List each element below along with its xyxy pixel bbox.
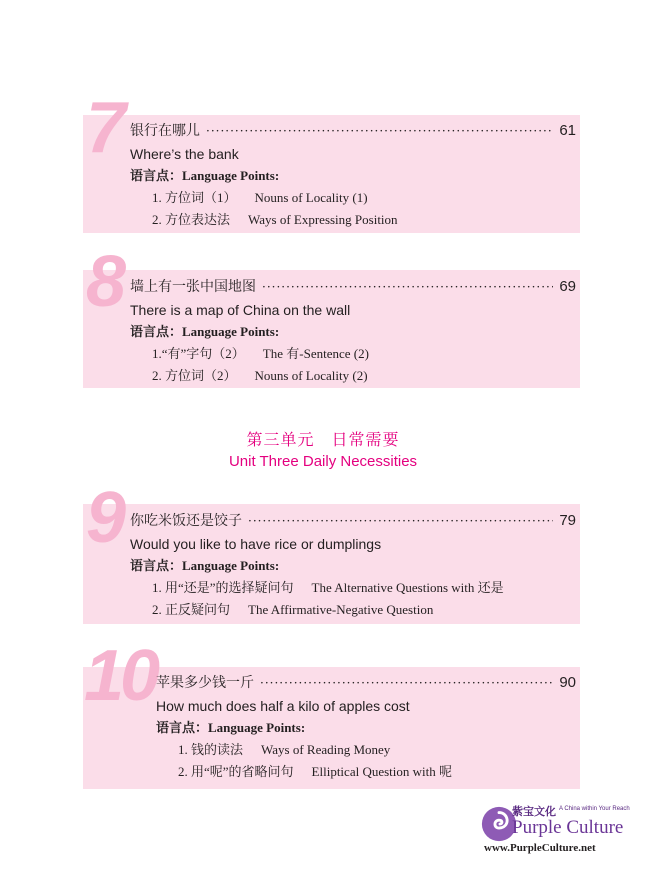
- lesson-title-en: Where’s the bank: [130, 146, 239, 162]
- logo-brand-name: Purple Culture: [512, 817, 624, 838]
- lesson-title-zh: 你吃米饭还是饺子: [130, 513, 242, 529]
- lesson-title-zh: 苹果多少钱一斤: [156, 675, 254, 691]
- leader-dots: [248, 514, 553, 528]
- language-point-zh: 1. 用“还是”的选择疑问句: [152, 580, 294, 595]
- language-point-item: [156, 761, 576, 783]
- lesson-title-zh: 银行在哪儿: [130, 123, 200, 139]
- leader-dots: [262, 280, 553, 294]
- language-point-zh: 2. 正反疑问句: [152, 602, 231, 617]
- language-point-zh: 2. 方位词（2）: [152, 368, 237, 383]
- lesson-10-number: 10: [84, 636, 157, 716]
- leader-dots: [260, 676, 553, 690]
- language-point-item: [156, 739, 576, 761]
- language-point-en: The 有-Sentence (2): [262, 346, 369, 361]
- lesson-8-content: [130, 276, 576, 387]
- language-points-heading: 语言点：Language Points:: [130, 558, 280, 573]
- lesson-title-en: There is a map of China on the wall: [130, 302, 351, 318]
- language-point-zh: 1. 方位词（1）: [152, 190, 237, 205]
- page-number: 90: [559, 674, 576, 691]
- language-point-en: The Alternative Questions with 还是: [311, 580, 504, 595]
- language-point-en: Nouns of Locality (2): [254, 368, 368, 383]
- language-point-item: [130, 365, 576, 387]
- leader-dots: [206, 124, 553, 138]
- lesson-title-zh: 墙上有一张中国地图: [130, 279, 256, 295]
- language-point-item: [130, 187, 576, 209]
- language-point-item: [130, 577, 576, 599]
- language-points-heading: 语言点：Language Points:: [130, 168, 280, 183]
- lesson-title-en: Would you like to have rice or dumplings: [130, 536, 382, 552]
- language-point-zh: 1. 钱的读法: [178, 742, 244, 757]
- lesson-8-number: 8: [86, 242, 123, 322]
- language-point-en: Elliptical Question with 呢: [311, 764, 453, 779]
- page-number: 61: [559, 122, 576, 139]
- language-point-en: Nouns of Locality (1): [254, 190, 368, 205]
- page-number: 69: [559, 278, 576, 295]
- lesson-9-number: 9: [86, 478, 123, 558]
- lesson-7-number: 7: [86, 88, 123, 168]
- language-points-heading: 语言点：Language Points:: [156, 720, 306, 735]
- page-number: 79: [559, 512, 576, 529]
- lesson-10-content: [156, 672, 576, 783]
- purple-culture-logo[interactable]: [470, 800, 640, 865]
- language-point-item: [130, 209, 576, 231]
- language-point-en: Ways of Reading Money: [261, 742, 391, 757]
- logo-chinese-name: 紫宝文化: [512, 805, 556, 818]
- language-points-heading: 语言点：Language Points:: [130, 324, 280, 339]
- language-point-item: [130, 599, 576, 621]
- lesson-8-title-row[interactable]: [130, 276, 576, 298]
- unit-heading-en: Unit Three Daily Necessities: [228, 453, 418, 470]
- language-point-zh: 2. 用“呢”的省略问句: [178, 764, 294, 779]
- language-point-en: The Affirmative-Negative Question: [248, 602, 434, 617]
- lesson-9-content: [130, 510, 576, 621]
- lesson-10-title-row[interactable]: [156, 672, 576, 694]
- logo-tagline: A China within Your Reach: [559, 806, 630, 812]
- language-point-item: [130, 343, 576, 365]
- language-point-zh: 1.“有”字句（2）: [152, 346, 245, 361]
- language-point-en: Ways of Expressing Position: [248, 212, 398, 227]
- logo-url[interactable]: www.PurpleCulture.net: [484, 842, 596, 854]
- language-point-zh: 2. 方位表达法: [152, 212, 231, 227]
- unit-heading-zh: 第三单元 日常需要: [246, 430, 400, 449]
- lesson-7-title-row[interactable]: [130, 120, 576, 142]
- lesson-title-en: How much does half a kilo of apples cost: [156, 698, 410, 714]
- lesson-7-content: [130, 120, 576, 231]
- lesson-9-title-row[interactable]: [130, 510, 576, 532]
